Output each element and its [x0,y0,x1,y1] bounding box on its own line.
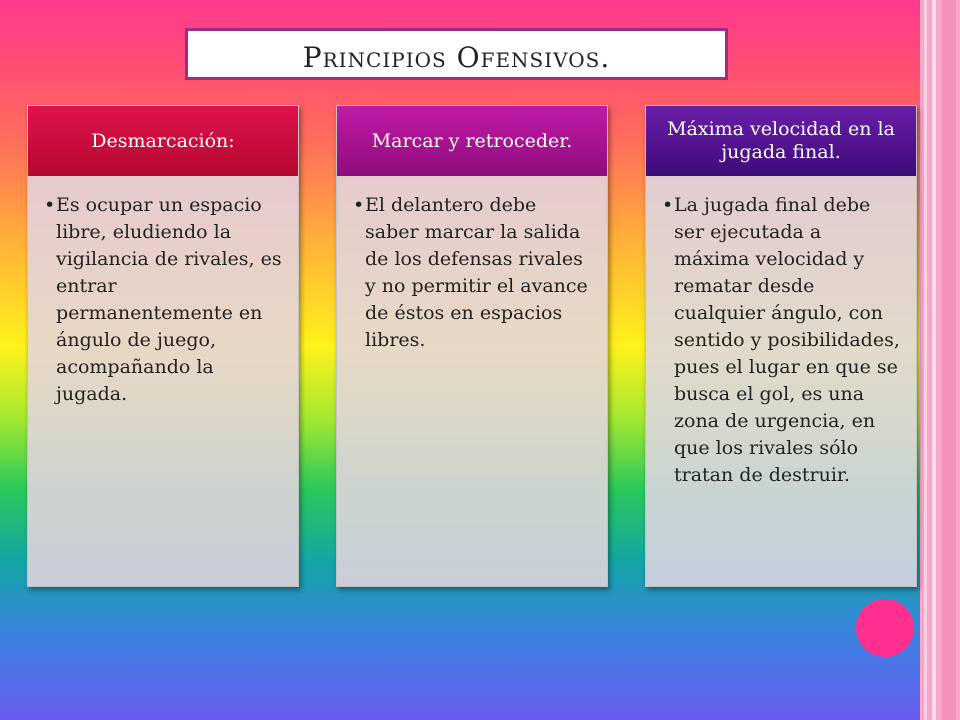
decorative-stripe [942,0,956,720]
bullet-icon: • [353,194,365,216]
bullet-icon: • [44,194,56,216]
card-body [28,176,298,586]
card-body-text: El delantero debe saber marcar la salida de los defensas rivales y no permitir el avance de éstos en espacios libres. [365,194,588,351]
card-heading [337,106,607,176]
slide-title: Principios Ofensivos. [302,40,611,74]
decorative-circle [856,599,914,657]
slide-title-box [185,28,728,80]
card-heading-text: Marcar y retroceder. [371,129,573,152]
card-maxima-velocidad [645,105,917,587]
card-heading-text: Máxima velocidad en la jugada final. [667,118,895,163]
card-body [646,176,916,586]
right-decorative-band [920,0,960,720]
card-heading [28,106,298,176]
card-body [337,176,607,586]
card-desmarcacion [27,105,299,587]
bullet-icon: • [662,194,674,216]
card-marcar-y-retroceder [336,105,608,587]
card-body-text: La jugada final debe ser ejecutada a máxima velocidad y rematar desde cualquier ángulo, con sentido y posibilidades, pues el lugar en que se busca el gol, es una zona de urgencia, en que los rivales sólo tratan de destruir. [674,194,900,486]
card-heading [646,106,916,176]
decorative-stripe [932,0,936,720]
card-body-text: Es ocupar un espacio libre, eludiendo la vigilancia de rivales, es entrar permanentemente en ángulo de juego, acompañando la jugada. [56,194,282,405]
card-heading-text: Desmarcación: [91,129,235,152]
decorative-stripe [924,0,927,720]
